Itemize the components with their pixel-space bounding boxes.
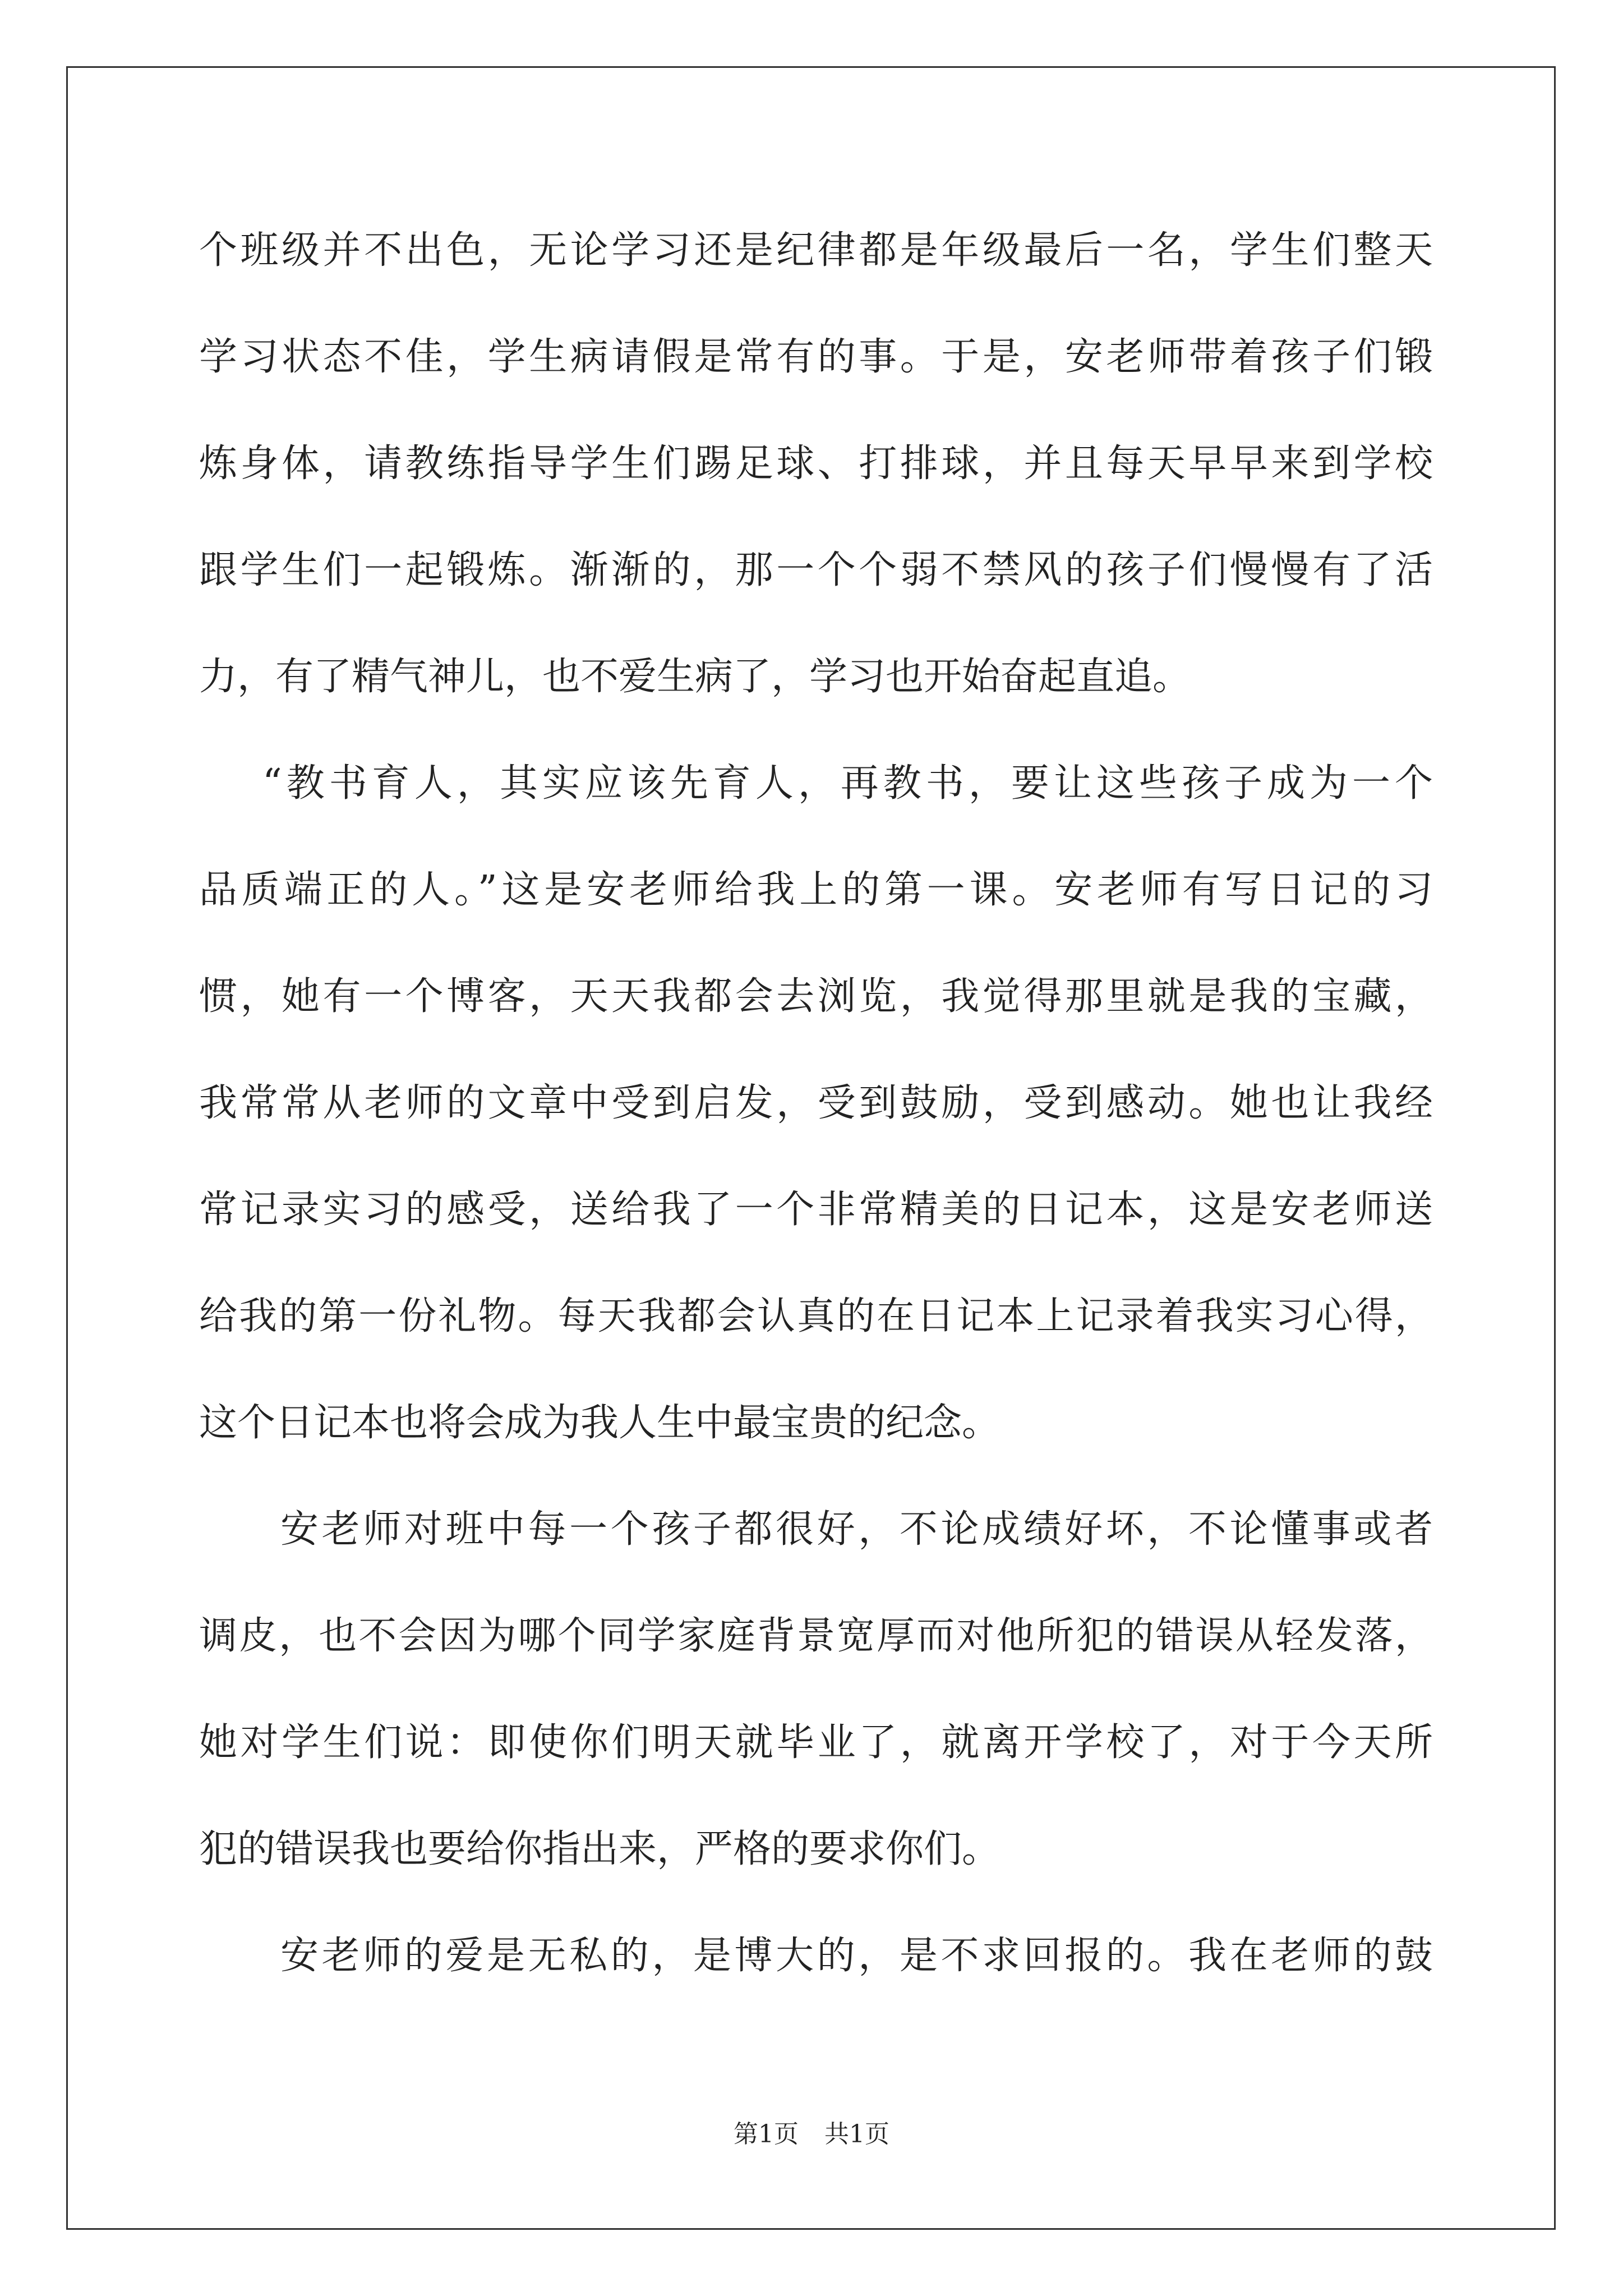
- page-number-current: 第1页: [734, 2120, 799, 2148]
- text-line: 她对学生们说：即使你们明天就毕业了，就离开学校了，对于今天所: [199, 1720, 1433, 1765]
- text-line: 跟学生们一起锻炼。渐渐的，那一个个弱不禁风的孩子们慢慢有了活: [199, 548, 1433, 592]
- paragraph-first-line: 安老师的爱是无私的，是博大的，是不求回报的。我在老师的鼓: [280, 1934, 1433, 1978]
- text-line: 我常常从老师的文章中受到启发，受到鼓励，受到感动。她也让我经: [199, 1081, 1433, 1125]
- text-line: 学习状态不佳，学生病请假是常有的事。于是，安老师带着孩子们锻: [199, 335, 1433, 379]
- text-line: 惯，她有一个博客，天天我都会去浏览，我觉得那里就是我的宝藏，: [199, 974, 1433, 1019]
- text-line: 力，有了精气神儿，也不爱生病了，学习也开始奋起直追。: [199, 655, 1191, 699]
- text-line: 个班级并不出色，无论学习还是纪律都是年级最后一名，学生们整天: [199, 228, 1433, 273]
- text-line: 品质端正的人。”这是安老师给我上的第一课。安老师有写日记的习: [199, 868, 1433, 912]
- text-line: 犯的错误我也要给你指出来，严格的要求你们。: [199, 1827, 1000, 1871]
- page-footer: [0, 2118, 1623, 2151]
- text-line: 给我的第一份礼物。每天我都会认真的在日记本上记录着我实习心得，: [199, 1294, 1433, 1338]
- paragraph-first-line: 安老师对班中每一个孩子都很好，不论成绩好坏，不论懂事或者: [280, 1507, 1433, 1552]
- text-line: 炼身体，请教练指导学生们踢足球、打排球，并且每天早早来到学校: [199, 441, 1433, 486]
- text-line: 常记录实习的感受，送给我了一个非常精美的日记本，这是安老师送: [199, 1188, 1433, 1232]
- text-line: 这个日记本也将会成为我人生中最宝贵的纪念。: [199, 1401, 1000, 1445]
- paragraph-first-line: “教书育人，其实应该先育人，再教书，要让这些孩子成为一个: [262, 761, 1433, 806]
- text-line: 调皮，也不会因为哪个同学家庭背景宽厚而对他所犯的错误从轻发落，: [199, 1614, 1433, 1658]
- page-number-total: 共1页: [824, 2120, 889, 2148]
